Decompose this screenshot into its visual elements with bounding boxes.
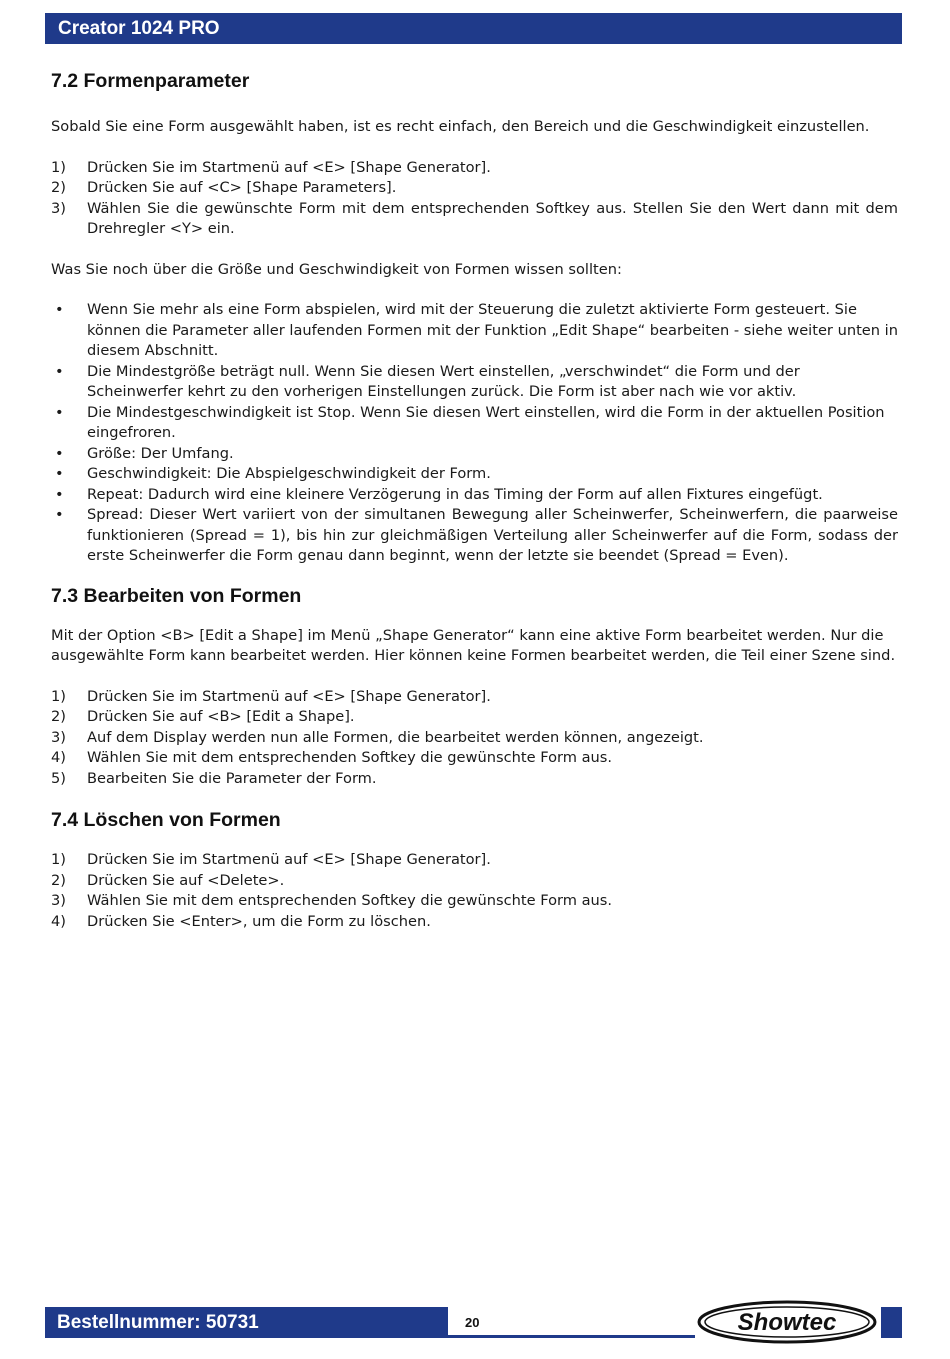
step-item: 3) Wählen Sie die gewünschte Form mit dem entsprechenden Softkey aus. Stellen Sie den Wert dann mit dem Drehregler <Y> ein. xyxy=(51,199,898,237)
bullet-item: • Geschwindigkeit: Die Abspielgeschwindigkeit der Form. xyxy=(55,465,491,482)
bullet-item: • Wenn Sie mehr als eine Form abspielen, wird mit der Steuerung die zuletzt aktivierte Form gesteuert. Sie können die Parameter aller laufenden Formen mit der Funktion „Edit Shape“ bearbeiten - siehe weiter unten in diesem Abschnitt. xyxy=(55,301,898,359)
step-item: 2) Drücken Sie auf <C> [Shape Parameters]. xyxy=(51,179,397,196)
section-7-3-intro: Mit der Option <B> [Edit a Shape] im Menü „Shape Generator“ kann eine aktive Form bearbeitet werden. Nur die ausgewählte Form kann bearbeitet werden. Hier können keine Formen bearbeitet werden, die Teil einer Szene sind. xyxy=(51,626,896,664)
bullet-item: • Die Mindestgröße beträgt null. Wenn Sie diesen Wert einstellen, „verschwindet“ die Form und der Scheinwerfer kehrt zu den vorherigen Einstellungen zurück. Die Form ist aber nach wie vor aktiv. xyxy=(55,362,800,400)
bullet-item: • Die Mindestgeschwindigkeit ist Stop. Wenn Sie diesen Wert einstellen, wird die Form in der aktuellen Position eingefroren. xyxy=(55,403,885,441)
section-7-4-steps xyxy=(51,850,898,932)
page-number-area xyxy=(448,1307,695,1338)
step-item: 3) Auf dem Display werden nun alle Formen, die bearbeitet werden können, angezeigt. xyxy=(51,728,704,746)
section-7-2-heading: 7.2 Formenparameter xyxy=(51,70,250,92)
logo-text: Showtec xyxy=(737,1309,837,1336)
page-content xyxy=(51,70,898,932)
step-item: 1) Drücken Sie im Startmenü auf <E> [Shape Generator]. xyxy=(51,158,491,176)
step-item: 5) Bearbeiten Sie die Parameter der Form. xyxy=(51,769,377,787)
showtec-logo xyxy=(697,1300,879,1344)
bullet-item: • Größe: Der Umfang. xyxy=(55,444,234,462)
showtec-logo-graphic xyxy=(697,1300,879,1344)
section-7-4-heading: 7.4 Löschen von Formen xyxy=(51,809,281,831)
bullet-item: • Repeat: Dadurch wird eine kleinere Verzögerung in das Timing der Form auf allen Fixtures eingefügt. xyxy=(55,485,823,503)
step-item: 2) Drücken Sie auf <Delete>. xyxy=(51,871,285,889)
section-7-2-lead: Was Sie noch über die Größe und Geschwindigkeit von Formen wissen sollten: xyxy=(51,260,622,278)
footer-right-block xyxy=(881,1307,902,1338)
section-7-2-steps xyxy=(51,158,898,240)
step-item: 1) Drücken Sie im Startmenü auf <E> [Shape Generator]. xyxy=(51,851,491,868)
order-number: Bestellnummer: 50731 xyxy=(57,1312,259,1333)
step-item: 2) Drücken Sie auf <B> [Edit a Shape]. xyxy=(51,708,355,725)
document-title: Creator 1024 PRO xyxy=(58,18,220,39)
step-item: 1) Drücken Sie im Startmenü auf <E> [Shape Generator]. xyxy=(51,687,491,705)
section-7-2-bullets xyxy=(51,300,898,567)
step-item: 4) Drücken Sie <Enter>, um die Form zu löschen. xyxy=(51,912,431,930)
document-header xyxy=(45,13,902,44)
section-7-3-heading: 7.3 Bearbeiten von Formen xyxy=(51,584,302,607)
section-7-3-steps xyxy=(51,687,898,790)
step-item: 4) Wählen Sie mit dem entsprechenden Softkey die gewünschte Form aus. xyxy=(51,749,613,766)
section-7-2-intro: Sobald Sie eine Form ausgewählt haben, ist es recht einfach, den Bereich und die Geschwindigkeit einzustellen. xyxy=(51,118,870,135)
bullet-item: • Spread: Dieser Wert variiert von der simultanen Bewegung aller Scheinwerfer, Scheinwerfern, die paarweise funktionieren (Spread = 1), bis hin zur gleichmäßigen Verteilung aller Scheinwerfer auf die Form, sodass der erste Scheinwerfer die Form genau dann beginnt, wenn der letzte sie beendet (Spread = Even). xyxy=(55,506,898,564)
step-item: 3) Wählen Sie mit dem entsprechenden Softkey die gewünschte Form aus. xyxy=(51,892,613,909)
order-number-bar xyxy=(45,1307,448,1338)
page-number: 20 xyxy=(465,1315,480,1330)
